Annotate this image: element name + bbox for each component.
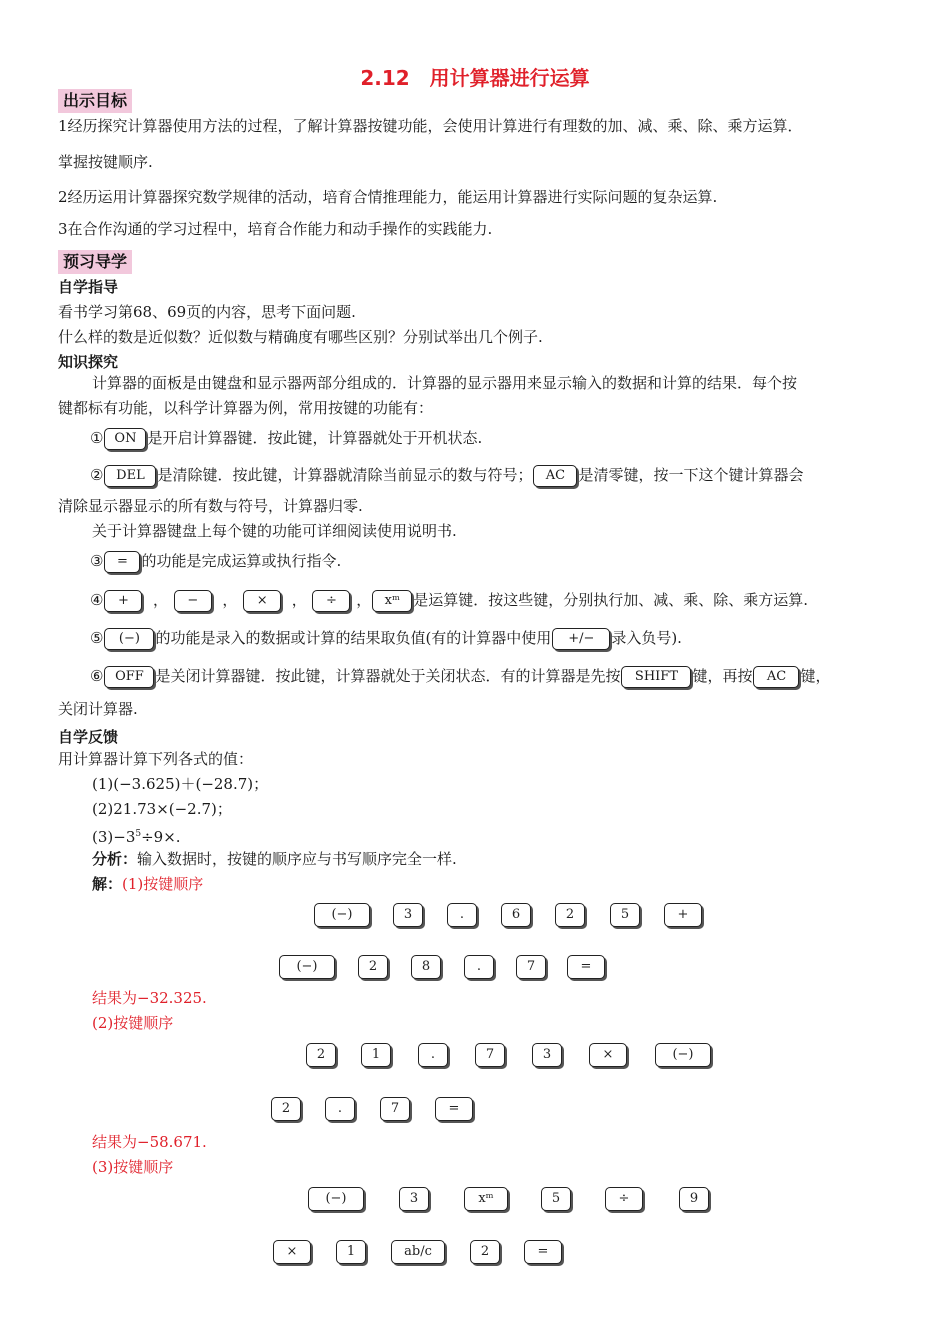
item-5-text-b: 录入负号).: [611, 629, 682, 647]
question-2: (2)21.73×(−2.7)；: [92, 800, 232, 818]
key: 3: [399, 1187, 429, 1211]
key: +: [664, 903, 702, 927]
ac-key-2: AC: [753, 666, 799, 688]
solution-1-label: (1)按键顺序: [122, 875, 204, 893]
key: xᵐ: [464, 1187, 508, 1211]
divide-key: ÷: [312, 590, 350, 612]
page-title: 2.12 用计算器进行运算: [360, 66, 590, 90]
key: 8: [411, 955, 441, 979]
analysis-text: 输入数据时，按键的顺序应与书写顺序完全一样.: [137, 850, 457, 868]
objective-2: 2经历运用计算器探究数学规律的活动，培育合情推理能力，能运用计算器进行实际问题的复杂运算.: [58, 188, 718, 206]
self-study-heading: 自学指导: [58, 278, 119, 296]
key: .: [464, 955, 494, 979]
key: (−): [655, 1043, 711, 1067]
knowledge-heading: 知识探究: [58, 353, 119, 371]
ac-key: AC: [533, 465, 577, 487]
knowledge-intro-1: 计算器的面板是由键盘和显示器两部分组成的．计算器的显示器用来显示输入的数据和计算的结果．每个按: [92, 374, 798, 392]
key: ×: [273, 1240, 311, 1264]
key: 7: [380, 1097, 410, 1121]
separator: ，: [153, 591, 169, 609]
negative-key: (−): [104, 628, 154, 650]
item-5-number: ⑤: [90, 629, 104, 647]
objective-1-cont: 掌握按键顺序.: [58, 153, 153, 171]
plus-key: +: [104, 590, 142, 612]
power-key: xᵐ: [372, 590, 412, 612]
item-5: [90, 628, 682, 650]
analysis-label: 分析：: [92, 850, 138, 868]
item-5-text-a: 的功能是录入的数据或计算的结果取负值(有的计算器中使用: [155, 629, 552, 647]
separator: ，: [356, 591, 372, 609]
separator: ，: [291, 591, 307, 609]
key: 2: [271, 1097, 301, 1121]
item-3-text: 的功能是完成运算或执行指令.: [141, 552, 342, 570]
key: 3: [532, 1043, 562, 1067]
key: (−): [279, 955, 335, 979]
item-1: [90, 428, 482, 450]
del-key: DEL: [104, 465, 156, 487]
shift-key: SHIFT: [621, 666, 691, 688]
key: 7: [475, 1043, 505, 1067]
question-3-exponent: 5: [135, 829, 142, 839]
question-3-part-a: (3)−3: [92, 828, 136, 846]
key: 3: [393, 903, 423, 927]
key: (−): [308, 1187, 364, 1211]
item-4-number: ④: [90, 591, 104, 609]
item-2-text-c: 清除显示器显示的所有数与符号，计算器归零.: [58, 497, 363, 515]
item-1-number: ①: [90, 429, 104, 447]
question-1: (1)(−3.625)＋(−28.7)；: [92, 775, 269, 793]
item-2-number: ②: [90, 466, 104, 484]
solution-label: 解：: [92, 875, 123, 893]
key: 2: [555, 903, 585, 927]
key: .: [418, 1043, 448, 1067]
key: 6: [501, 903, 531, 927]
on-key: ON: [104, 428, 146, 450]
item-2-text-a: 是清除键．按此键，计算器就清除当前显示的数与符号；: [157, 466, 533, 484]
key: =: [567, 955, 605, 979]
section-preview-label: 预习导学: [58, 250, 132, 274]
separator: ，: [222, 591, 238, 609]
item-6-text-c: 键，: [800, 667, 831, 685]
solution-3-label: (3)按键顺序: [92, 1158, 174, 1176]
item-4: [90, 590, 808, 612]
solution: [92, 874, 203, 894]
off-key: OFF: [104, 666, 154, 688]
question-3-part-b: ÷9×.: [141, 828, 181, 846]
key: (−): [314, 903, 370, 927]
equals-key: =: [104, 551, 140, 573]
objective-1: 1经历探究计算器使用方法的过程，了解计算器按键功能，会使用计算进行有理数的加、减、乘、除、乘方运算．: [58, 117, 803, 135]
solution-2-result: 结果为−58.671.: [92, 1133, 207, 1151]
item-3: [90, 551, 341, 573]
section-objectives-label: 出示目标: [58, 89, 132, 113]
key: 5: [541, 1187, 571, 1211]
key: =: [435, 1097, 473, 1121]
solution-1-result: 结果为−32.325.: [92, 989, 207, 1007]
item-6-text-b: 键，再按: [692, 667, 753, 685]
item-4-text: 是运算键．按这些键，分别执行加、减、乘、除、乘方运算.: [413, 591, 809, 609]
item-6: [90, 666, 831, 688]
key: .: [325, 1097, 355, 1121]
multiply-key: ×: [243, 590, 281, 612]
keyboard-note: 关于计算器键盘上每个键的功能可详细阅读使用说明书.: [92, 522, 457, 540]
key: 9: [679, 1187, 709, 1211]
key: .: [447, 903, 477, 927]
item-6-text-d: 关闭计算器.: [58, 700, 138, 718]
key: 1: [336, 1240, 366, 1264]
item-3-number: ③: [90, 552, 104, 570]
minus-key: −: [174, 590, 212, 612]
plus-minus-key: +/−: [552, 628, 610, 650]
key: ab/c: [391, 1240, 445, 1264]
key: 7: [516, 955, 546, 979]
question-3: [92, 824, 181, 847]
knowledge-intro-2: 键都标有功能，以科学计算器为例，常用按键的功能有：: [58, 399, 434, 417]
key: ÷: [605, 1187, 643, 1211]
key: 1: [361, 1043, 391, 1067]
key: ×: [589, 1043, 627, 1067]
item-2-text-b: 是清零键，按一下这个键计算器会: [578, 466, 804, 484]
feedback-prompt: 用计算器计算下列各式的值：: [58, 750, 254, 768]
feedback-heading: 自学反馈: [58, 728, 119, 746]
self-study-line-2: 什么样的数是近似数？近似数与精确度有哪些区别？分别试举出几个例子.: [58, 328, 543, 346]
key: =: [524, 1240, 562, 1264]
item-1-text: 是开启计算器键．按此键，计算器就处于开机状态.: [147, 429, 483, 447]
self-study-line-1: 看书学习第68、69页的内容，思考下面问题.: [58, 303, 356, 321]
key: 2: [358, 955, 388, 979]
analysis: [92, 849, 457, 869]
item-2: [90, 465, 803, 487]
solution-2-label: (2)按键顺序: [92, 1014, 174, 1032]
key: 2: [306, 1043, 336, 1067]
objective-3: 3在合作沟通的学习过程中，培育合作能力和动手操作的实践能力.: [58, 220, 493, 238]
key: 5: [610, 903, 640, 927]
item-6-text-a: 是关闭计算器键．按此键，计算器就处于关闭状态．有的计算器是先按: [155, 667, 621, 685]
key: 2: [470, 1240, 500, 1264]
item-6-number: ⑥: [90, 667, 104, 685]
